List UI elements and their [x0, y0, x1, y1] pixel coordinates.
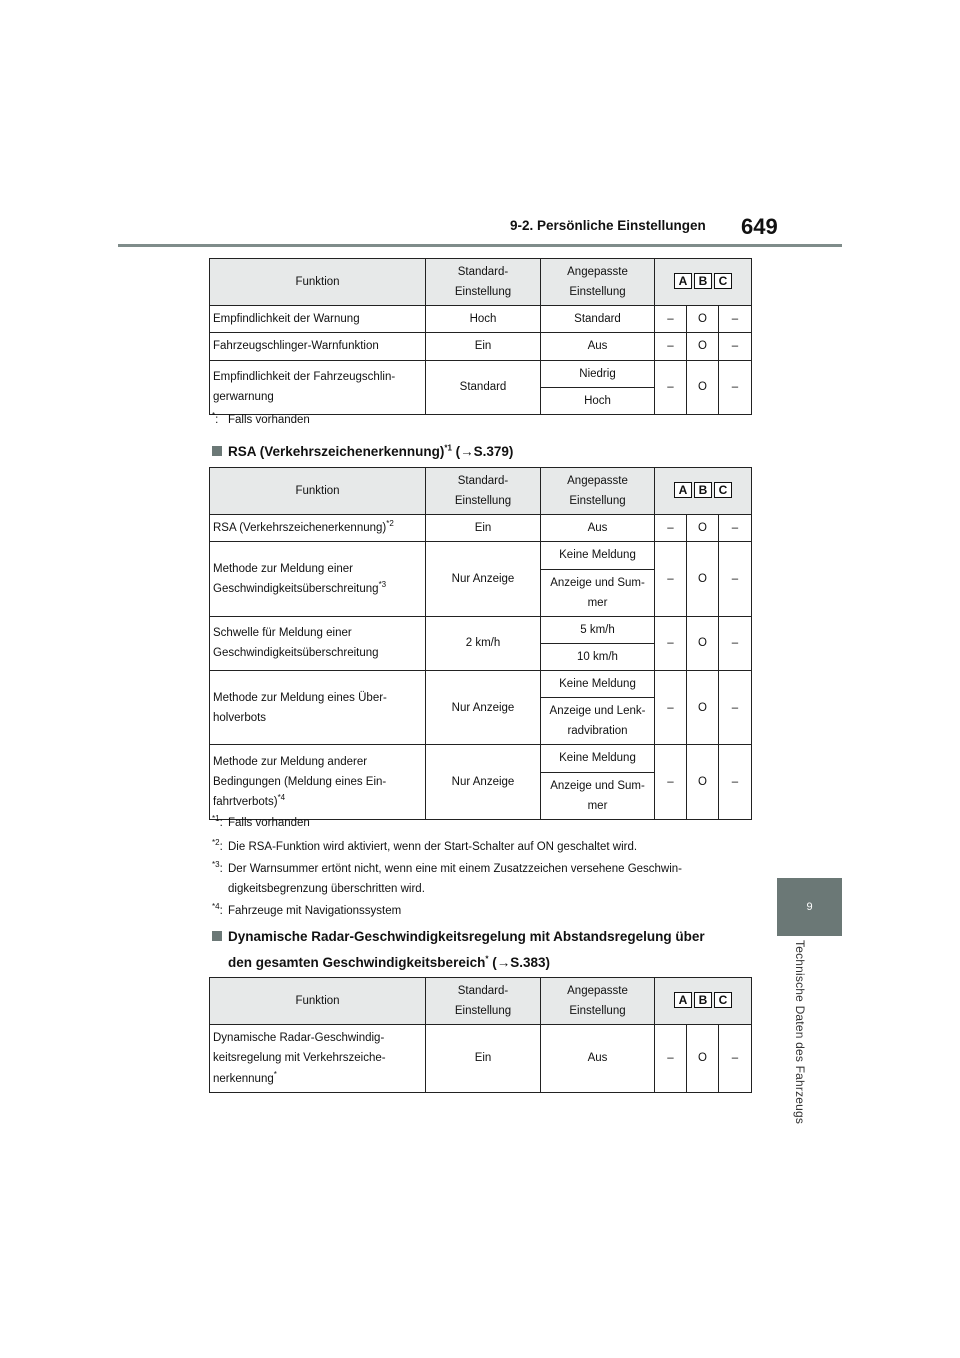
footnote-mark: *: [212, 411, 216, 421]
table-row: [210, 671, 752, 698]
section-heading-radar: [212, 924, 705, 977]
footnote: [212, 813, 743, 833]
funktion-cell: [210, 333, 426, 360]
funktion-cell: [210, 671, 426, 745]
footnote-mark: *4: [212, 902, 220, 912]
cell-a: –: [655, 306, 687, 333]
col-header-c: C: [714, 992, 732, 1008]
funktion-cell: [210, 745, 426, 819]
angepasst-cell: Keine Meldung: [541, 745, 655, 772]
angepasst-cell: Keine Meldung: [541, 542, 655, 569]
funktion-text: Fahrzeugschlinger-Warnfunktion: [213, 340, 379, 353]
angepasst-cell: 5 km/h: [541, 616, 655, 643]
header-row: [210, 978, 752, 1025]
header-row: [210, 259, 752, 306]
funktion-cell: [210, 542, 426, 616]
table-row: [210, 306, 752, 333]
angepasst-cell: Anzeige und Lenk- radvibration: [541, 698, 655, 745]
cell-c: –: [719, 360, 752, 414]
footnote-text: Die RSA-Funktion wird aktiviert, wenn der Start-Schalter auf ON geschaltet wird.: [228, 841, 638, 853]
header-row: [210, 468, 752, 515]
cell-b: O: [687, 745, 719, 819]
table-row: [210, 616, 752, 643]
page-reference: (→S.379): [455, 444, 514, 459]
cell-b: O: [687, 616, 719, 670]
section-note: *1: [444, 443, 452, 453]
standard-cell: 2 km/h: [426, 616, 541, 670]
footnote-ref: *4: [277, 793, 286, 803]
funktion-text: Schwelle für Meldung einer Geschwindigkeitsüberschreitung: [213, 627, 379, 660]
settings-table-1: [209, 258, 752, 415]
col-header-funktion: Funktion: [210, 259, 426, 306]
col-header-standard: Standard- Einstellung: [426, 468, 541, 515]
angepasst-cell: Hoch: [541, 387, 655, 414]
page-number: 649: [741, 214, 778, 239]
funktion-text: Empfindlichkeit der Fahrzeugschlin- gerwarnung: [213, 371, 396, 404]
funktion-cell: [210, 616, 426, 670]
cell-b: O: [687, 671, 719, 745]
section-note: *: [485, 954, 489, 964]
standard-cell: Nur Anzeige: [426, 745, 541, 819]
angepasst-cell: Keine Meldung: [541, 671, 655, 698]
angepasst-cell: Aus: [541, 333, 655, 360]
cell-c: –: [719, 616, 752, 670]
footnote-text: Fahrzeuge mit Navigationssystem: [228, 905, 402, 917]
footnote-text: Falls vorhanden: [228, 414, 310, 426]
footnote-text: Der Warnsummer ertönt nicht, wenn eine mit einem Zusatzzeichen versehene Geschwin- digkeitsbegrenzung überschritten wird.: [228, 863, 683, 896]
table-row: [210, 333, 752, 360]
col-header-b: B: [694, 992, 712, 1008]
funktion-cell: [210, 360, 426, 414]
col-header-a: A: [674, 273, 692, 289]
cell-c: –: [719, 1025, 752, 1092]
col-header-angepasst: Angepasste Einstellung: [541, 259, 655, 306]
chapter-label: Technische Daten des Fahrzeugs: [793, 940, 807, 1125]
footnote: [212, 859, 743, 899]
funktion-text: Empfindlichkeit der Warnung: [213, 313, 360, 326]
col-header-b: B: [694, 273, 712, 289]
col-header-funktion: Funktion: [210, 468, 426, 515]
cell-a: –: [655, 745, 687, 819]
table-row: [210, 360, 752, 387]
col-header-c: C: [714, 482, 732, 498]
cell-b: O: [687, 306, 719, 333]
standard-cell: Nur Anzeige: [426, 671, 541, 745]
col-header-funktion: Funktion: [210, 978, 426, 1025]
cell-b: O: [687, 333, 719, 360]
cell-a: –: [655, 515, 687, 542]
col-header-a: A: [674, 482, 692, 498]
cell-a: –: [655, 360, 687, 414]
footnote-mark-wrap: $^{*2}$:: [212, 838, 223, 853]
footnote-ref: *3: [378, 580, 387, 590]
funktion-text: Methode zur Meldung anderer Bedingungen (Meldung eines Ein- fahrtverbots): [213, 755, 387, 809]
angepasst-cell: Anzeige und Sum- mer: [541, 569, 655, 616]
col-header-c: C: [714, 273, 732, 289]
section-title-text-line2: den gesamten Geschwindigkeitsbereich: [228, 955, 486, 971]
cell-b: O: [687, 1025, 719, 1092]
cell-c: –: [719, 306, 752, 333]
table-row: [210, 542, 752, 569]
footnote-text: Falls vorhanden: [228, 817, 310, 829]
col-header-angepasst: Angepasste Einstellung: [541, 468, 655, 515]
footnote-mark-wrap: $^{*3}$:: [212, 860, 223, 875]
angepasst-cell: Aus: [541, 1025, 655, 1092]
section-title-text: Dynamische Radar-Geschwindigkeitsregelung mit Abstandsregelung über: [228, 929, 705, 944]
bullet-square-icon: [212, 931, 222, 941]
angepasst-cell: Niedrig: [541, 360, 655, 387]
cell-c: –: [719, 542, 752, 616]
cell-b: O: [687, 360, 719, 414]
footnote: [212, 837, 743, 857]
footnote-ref: *2: [386, 519, 394, 529]
col-header-angepasst: Angepasste Einstellung: [541, 978, 655, 1025]
col-header-b: B: [694, 482, 712, 498]
cell-a: –: [655, 1025, 687, 1092]
header-divider: [118, 244, 842, 247]
funktion-text: RSA (Verkehrszeichenerkennung): [213, 522, 387, 535]
col-header-abc: [655, 468, 752, 515]
section-heading-rsa: [212, 439, 513, 465]
footnote-mark: *1: [212, 814, 220, 824]
table-row: [210, 515, 752, 542]
cell-c: –: [719, 333, 752, 360]
settings-table-radar: [209, 977, 752, 1093]
standard-cell: Standard: [426, 360, 541, 414]
col-header-standard: Standard- Einstellung: [426, 978, 541, 1025]
funktion-cell: [210, 515, 426, 542]
footnote-ref: *: [273, 1069, 277, 1079]
section-title-text: RSA (Verkehrszeichenerkennung): [228, 444, 445, 459]
bullet-square-icon: [212, 446, 222, 456]
col-header-standard: Standard- Einstellung: [426, 259, 541, 306]
angepasst-cell: Aus: [541, 515, 655, 542]
cell-a: –: [655, 333, 687, 360]
cell-c: –: [719, 745, 752, 819]
standard-cell: Hoch: [426, 306, 541, 333]
standard-cell: Ein: [426, 515, 541, 542]
footnote-mark: *2: [212, 838, 220, 848]
col-header-abc: [655, 259, 752, 306]
angepasst-cell: Anzeige und Sum- mer: [541, 772, 655, 819]
section-title: 9-2. Persönliche Einstellungen: [510, 218, 706, 233]
funktion-text: Methode zur Meldung eines Über- holverbots: [213, 691, 387, 724]
funktion-text: Methode zur Meldung einer Geschwindigkeitsüberschreitung: [213, 562, 379, 596]
standard-cell: Ein: [426, 1025, 541, 1092]
footnote-mark-wrap: $^{*4}$:: [212, 902, 223, 917]
page-reference: (→S.383): [492, 955, 551, 971]
angepasst-cell: Standard: [541, 306, 655, 333]
angepasst-cell: 10 km/h: [541, 643, 655, 670]
cell-a: –: [655, 671, 687, 745]
cell-b: O: [687, 542, 719, 616]
footnote-mark: *3: [212, 860, 220, 870]
footnote: *: Falls vorhanden: [212, 410, 743, 430]
funktion-cell: [210, 306, 426, 333]
cell-a: –: [655, 542, 687, 616]
col-header-abc: [655, 978, 752, 1025]
footnote-mark-wrap: $^{*1}$:: [212, 814, 223, 829]
table-row: [210, 745, 752, 772]
funktion-cell: [210, 1025, 426, 1092]
cell-b: O: [687, 515, 719, 542]
standard-cell: Ein: [426, 333, 541, 360]
cell-a: –: [655, 616, 687, 670]
settings-table-rsa: [209, 467, 752, 820]
chapter-tab: 9: [777, 878, 842, 936]
table-row: [210, 1025, 752, 1092]
footnote: [212, 901, 743, 921]
col-header-a: A: [674, 992, 692, 1008]
funktion-text: Dynamische Radar-Geschwindig- keitsregelung mit Verkehrszeiche- nerkennung: [213, 1032, 386, 1085]
standard-cell: Nur Anzeige: [426, 542, 541, 616]
cell-c: –: [719, 515, 752, 542]
cell-c: –: [719, 671, 752, 745]
